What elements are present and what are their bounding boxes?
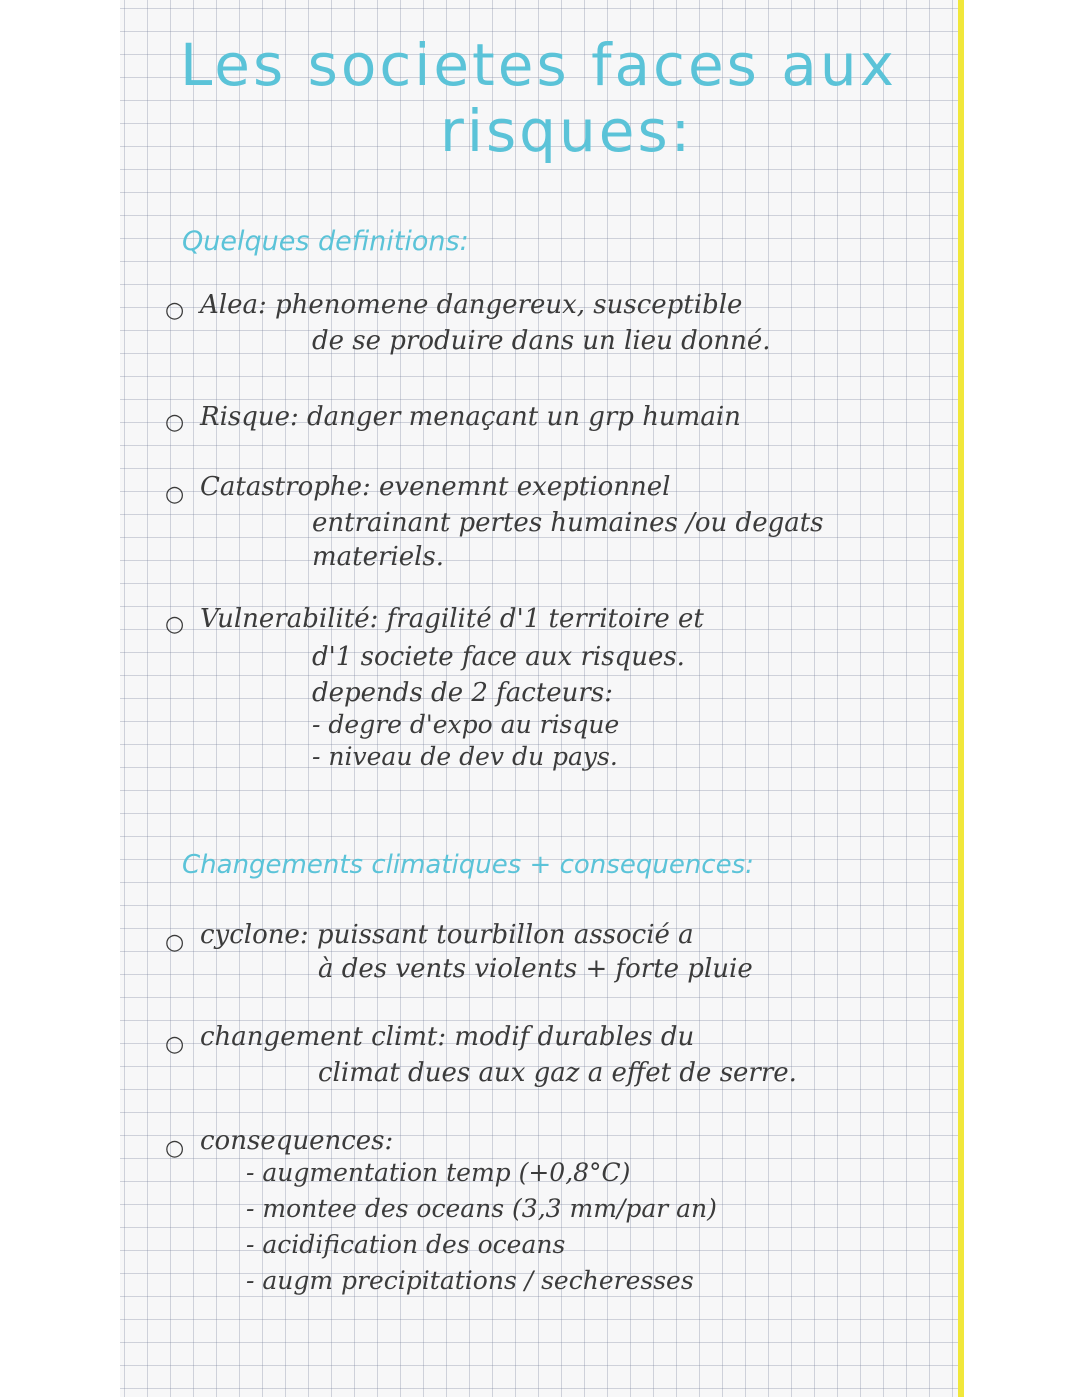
bullet: ○ [165, 1032, 185, 1057]
consequence-item-2: - montee des oceans (3,3 mm/par an) [246, 1194, 717, 1223]
bullet: ○ [165, 930, 185, 955]
bullet: ○ [165, 298, 185, 323]
consequence-item-4: - augm precipitations / secheresses [246, 1266, 694, 1295]
definition-vulnerabilite-line-3: depends de 2 facteurs: [312, 678, 613, 708]
definition-alea-line-2: de se produire dans un lieu donné. [312, 326, 771, 356]
definition-vulnerabilite-factor-1: - degre d'expo au risque [312, 710, 620, 739]
climate-cyclone-line-2: à des vents violents + forte pluie [318, 954, 753, 984]
definition-vulnerabilite-factor-2: - niveau de dev du pays. [312, 742, 618, 771]
section-heading-definitions: Quelques definitions: [182, 226, 469, 257]
definition-catastrophe-line-1: Catastrophe: evenemnt exeptionnel [200, 472, 671, 502]
definition-risque-line-1: Risque: danger menaçant un grp humain [200, 402, 741, 432]
consequences-heading: consequences: [200, 1126, 394, 1156]
definition-vulnerabilite-line-2: d'1 societe face aux risques. [312, 642, 685, 672]
consequence-item-1: - augmentation temp (+0,8°C) [246, 1158, 631, 1187]
definition-alea-line-1: Alea: phenomene dangereux, susceptible [200, 290, 743, 320]
bullet: ○ [165, 482, 185, 507]
climate-change-line-2: climat dues aux gaz a effet de serre. [318, 1058, 797, 1088]
climate-change-line-1: changement climt: modif durables du [200, 1022, 695, 1052]
definition-vulnerabilite-line-1: Vulnerabilité: fragilité d'1 territoire et [200, 604, 704, 634]
definition-catastrophe-line-3: materiels. [312, 542, 445, 572]
title-line-1: Les societes faces aux [180, 31, 897, 99]
title-line-2: risques: [440, 97, 694, 165]
definition-catastrophe-line-2: entrainant pertes humaines /ou degats [312, 508, 824, 538]
notebook-edge [958, 0, 964, 1397]
bullet: ○ [165, 612, 185, 637]
section-heading-climate: Changements climatiques + consequences: [182, 850, 754, 880]
bullet: ○ [165, 1136, 185, 1161]
bullet: ○ [165, 410, 185, 435]
climate-cyclone-line-1: cyclone: puissant tourbillon associé a [200, 920, 694, 950]
consequence-item-3: - acidification des oceans [246, 1230, 566, 1259]
